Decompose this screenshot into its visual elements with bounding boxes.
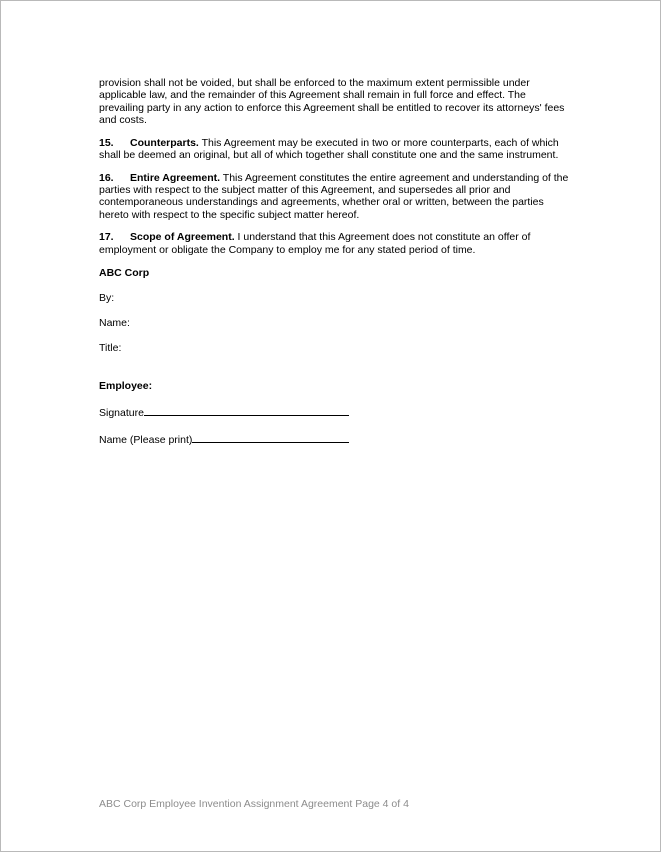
signature-row bbox=[99, 405, 569, 419]
section-heading: Counterparts. bbox=[130, 136, 199, 149]
signature-label: Signature bbox=[99, 407, 144, 420]
employee-heading: Employee: bbox=[99, 379, 153, 392]
title-label: Title: bbox=[99, 342, 122, 355]
company-name: ABC Corp bbox=[99, 266, 150, 279]
signature-line bbox=[144, 405, 349, 416]
print-name-line bbox=[192, 432, 349, 443]
section-text: This Agreement may be executed in two or more counterparts, each of which shall be deemed an original, but all of which together shall constitute one and the same instrument. bbox=[99, 136, 559, 161]
section-number: 17. bbox=[99, 231, 114, 244]
print-name-label: Name (Please print) bbox=[99, 434, 193, 447]
page-footer: ABC Corp Employee Invention Assignment Agreement Page 4 of 4 bbox=[99, 798, 409, 810]
section-heading: Scope of Agreement. bbox=[130, 231, 235, 244]
print-name-row bbox=[99, 432, 569, 446]
section-text: I understand that this Agreement does not constitute an offer of employment or obligate the Company to employ me for any stated period of time. bbox=[99, 231, 531, 256]
section-heading: Entire Agreement. bbox=[130, 171, 221, 184]
section-15 bbox=[99, 137, 569, 162]
section-16 bbox=[99, 172, 569, 221]
name-label: Name: bbox=[99, 317, 130, 330]
section-number: 16. bbox=[99, 171, 114, 184]
section-17 bbox=[99, 231, 569, 256]
section-number: 15. bbox=[99, 136, 114, 149]
by-label: By: bbox=[99, 291, 115, 304]
document-body bbox=[99, 77, 569, 447]
section-text: This Agreement constitutes the entire agreement and understanding of the parties with respect to the subject matter of this Agreement, and supersedes all prior and contemporaneous understandings and agreements, whether oral or written, between the parties hereto with respect to the specific subject matter hereof. bbox=[99, 171, 569, 221]
continuation-paragraph: provision shall not be voided, but shall be enforced to the maximum extent permissible under applicable law, and the remainder of this Agreement shall remain in full force and effect. The prevailing party in any action to enforce this Agreement shall be entitled to recover its attorneys' fees and costs. bbox=[99, 77, 565, 126]
